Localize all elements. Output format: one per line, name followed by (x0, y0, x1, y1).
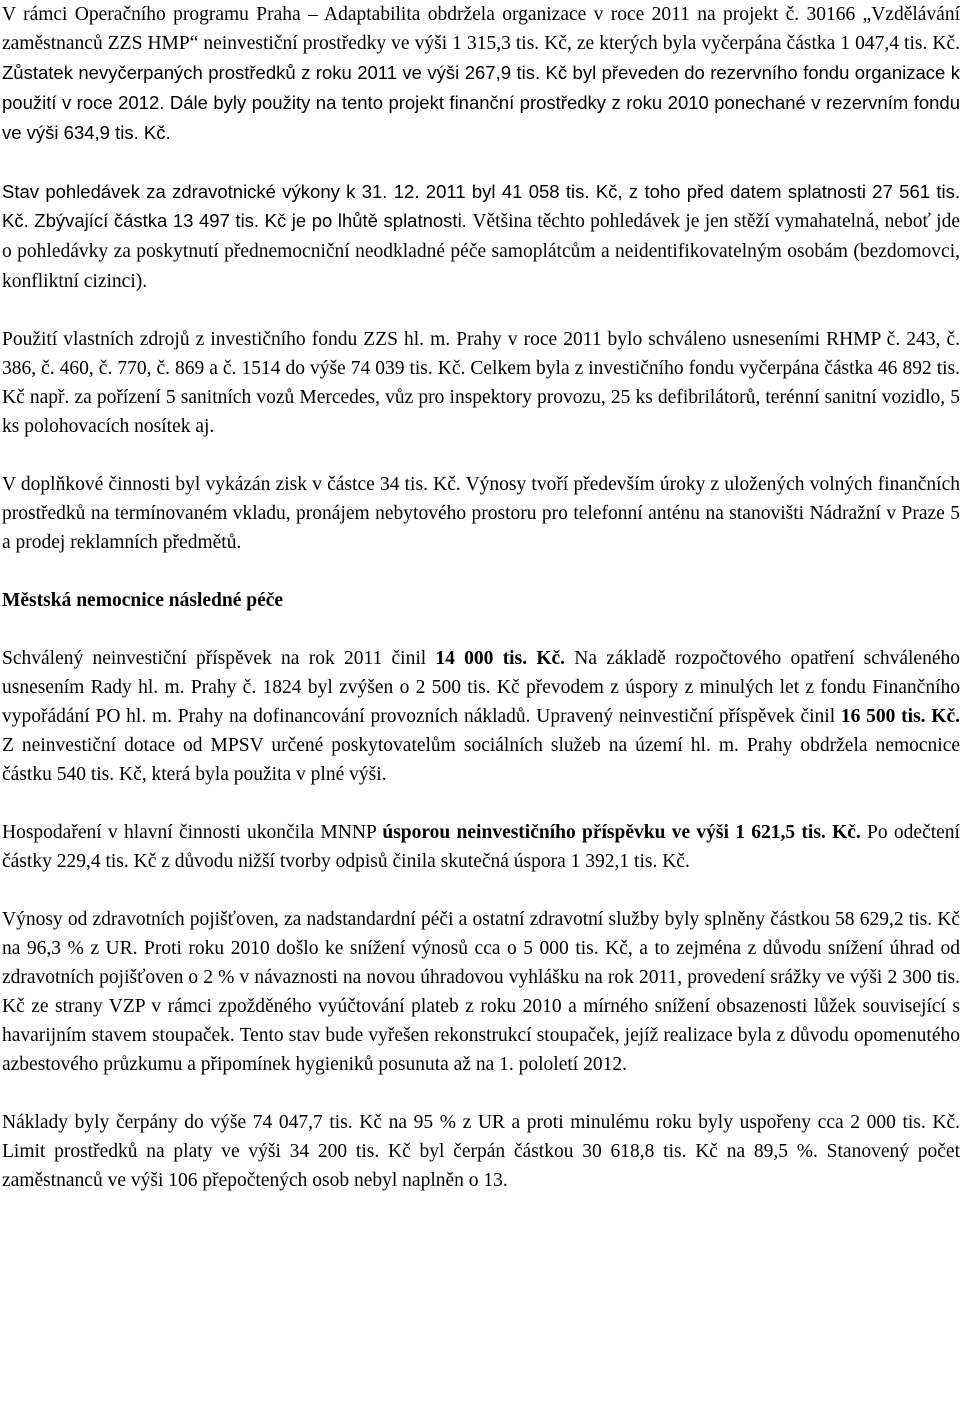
opp-text-serif: V rámci Operačního programu Praha – Adaptabilita obdržela organizace v roce 2011 na projekt č. 30166 „Vzdělávání zaměstnanců ZZS HMP“ neinvestiční prostředky ve výši 1 315,3 tis. Kč, ze kterých byla vyčerpána částka 1 047,4 tis. Kč. (2, 4, 960, 54)
paragraph-gap (2, 296, 960, 325)
main-activity-text-a: Hospodaření v hlavní činnosti ukončila MNNP (2, 822, 383, 843)
contribution-text-c: Na základě rozpočtového opatření schváleného usnesením Rady hl. m. Prahy č. 1824 byl zvýšen o 2 500 tis. Kč převodem z úspory z minulých let z fondu Finančního vypořádání PO hl. m. Prahy na dofinancování provozních nákladů. Upravený neinvestiční příspěvek činil (2, 648, 960, 727)
main-activity-text-c: Po odečtení částky 229,4 tis. Kč z důvodu nižší tvorby odpisů činila skutečná úspora 1 392,1 tis. Kč. (2, 822, 960, 872)
section-heading: Městská nemocnice následné péče (2, 590, 284, 611)
paragraph-investment-fund: Použití vlastních zdrojů z investičního fondu ZZS hl. m. Prahy v roce 2011 bylo schváleno usneseními RHMP č. 243, č. 386, č. 460, č. 770, č. 869 a č. 1514 do výše 74 039 tis. Kč. Celkem byla z investičního fondu vyčerpána částka 46 892 tis. Kč např. za pořízení 5 sanitních vozů Mercedes, vůz pro inspektory provozu, 25 ks defibrilátorů, terénní sanitní vozidlo, 5 ks polohovacích nosítek aj. (2, 329, 960, 437)
contribution-amount-adjusted: 16 500 tis. Kč. (840, 706, 960, 727)
paragraph-opp-adaptabilita (2, 0, 960, 148)
paragraph-gap (2, 441, 960, 470)
paragraph-gap (2, 557, 960, 586)
paragraph-gap (2, 615, 960, 644)
paragraph-gap (2, 789, 960, 818)
paragraph-costs: Náklady byly čerpány do výše 74 047,7 tis. Kč na 95 % z UR a proti minulému roku byly uspořeny cca 2 000 tis. Kč. Limit prostředků na platy ve výši 34 200 tis. Kč byl čerpán částkou 30 618,8 tis. Kč na 89,5 %. Stanovený počet zaměstnanců ve výši 106 přepočtených osob nebyl naplněn o 13. (2, 1112, 960, 1191)
paragraph-main-activity (2, 818, 960, 876)
opp-text-sans: Zůstatek nevyčerpaných prostředků z roku 2011 ve výši 267,9 tis. Kč byl převeden do rezervního fondu organizace k použití v roce 2012. Dále byly použity na tento projekt finanční prostředky z roku 2010 ponechané v rezervním fondu ve výši 634,9 tis. Kč. (2, 62, 960, 143)
paragraph-gap (2, 876, 960, 905)
main-activity-savings: úsporou neinvestičního příspěvku ve výši 1 621,5 tis. Kč. (382, 822, 861, 843)
paragraph-revenues: Výnosy od zdravotních pojišťoven, za nadstandardní péči a ostatní zdravotní služby byly splněny částkou 58 629,2 tis. Kč na 96,3 % z UR. Proti roku 2010 došlo ke snížení výnosů cca o 5 000 tis. Kč, a to zejména z důvodu snížení úhrad od zdravotních pojišťoven o 2 % v návaznosti na novou úhradovou vyhlášku na rok 2011, provedení srážky ve výši 2 300 tis. Kč ze strany VZP v rámci zpožděného vyúčtování plateb z roku 2010 a mírného snížení obsazenosti lůžek související s havarijním stavem stoupaček. Tento stav bude vyřešen rekonstrukcí stoupaček, jejíž realizace byla z důvodu opomenutého azbestového průzkumu a připomínek hygieniků posunuta až na 1. pololetí 2012. (2, 909, 960, 1075)
receivables-text-a: Stav pohledávek za zdravotnické výkony k 31. 12. 2011 byl 41 058 tis. Kč, z toho před datem splatnosti 27 561 tis. Kč. Zbývající částka 13 497 tis. Kč je po lhůtě splatnosti. (2, 181, 960, 231)
paragraph-gap (2, 148, 960, 177)
paragraph-receivables (2, 177, 960, 296)
contribution-text-a: Schválený neinvestiční příspěvek na rok 2011 činil (2, 648, 436, 669)
receivables-text-b: Většina těchto pohledávek je jen stěží vymahatelná, neboť jde o pohledávky za poskytnutí přednemocniční neodkladné péče samoplátcům a neidentifikovatelným osobám (bezdomovci, konfliktní cizinci). (2, 211, 960, 292)
paragraph-supplementary-activity: V doplňkové činnosti byl vykázán zisk v částce 34 tis. Kč. Výnosy tvoří především úroky z uložených volných finančních prostředků na termínovaném vkladu, pronájem nebytového prostoru pro telefonní anténu na stanovišti Nádražní v Praze 5 a prodej reklamních předmětů. (2, 474, 960, 553)
contribution-amount-approved: 14 000 tis. Kč. (435, 648, 566, 669)
contribution-text-e: Z neinvestiční dotace od MPSV určené poskytovatelům sociálních služeb na území hl. m. Prahy obdržela nemocnice částku 540 tis. Kč, která byla použita v plné výši. (2, 735, 960, 785)
paragraph-gap (2, 1079, 960, 1108)
paragraph-approved-contribution (2, 644, 960, 789)
